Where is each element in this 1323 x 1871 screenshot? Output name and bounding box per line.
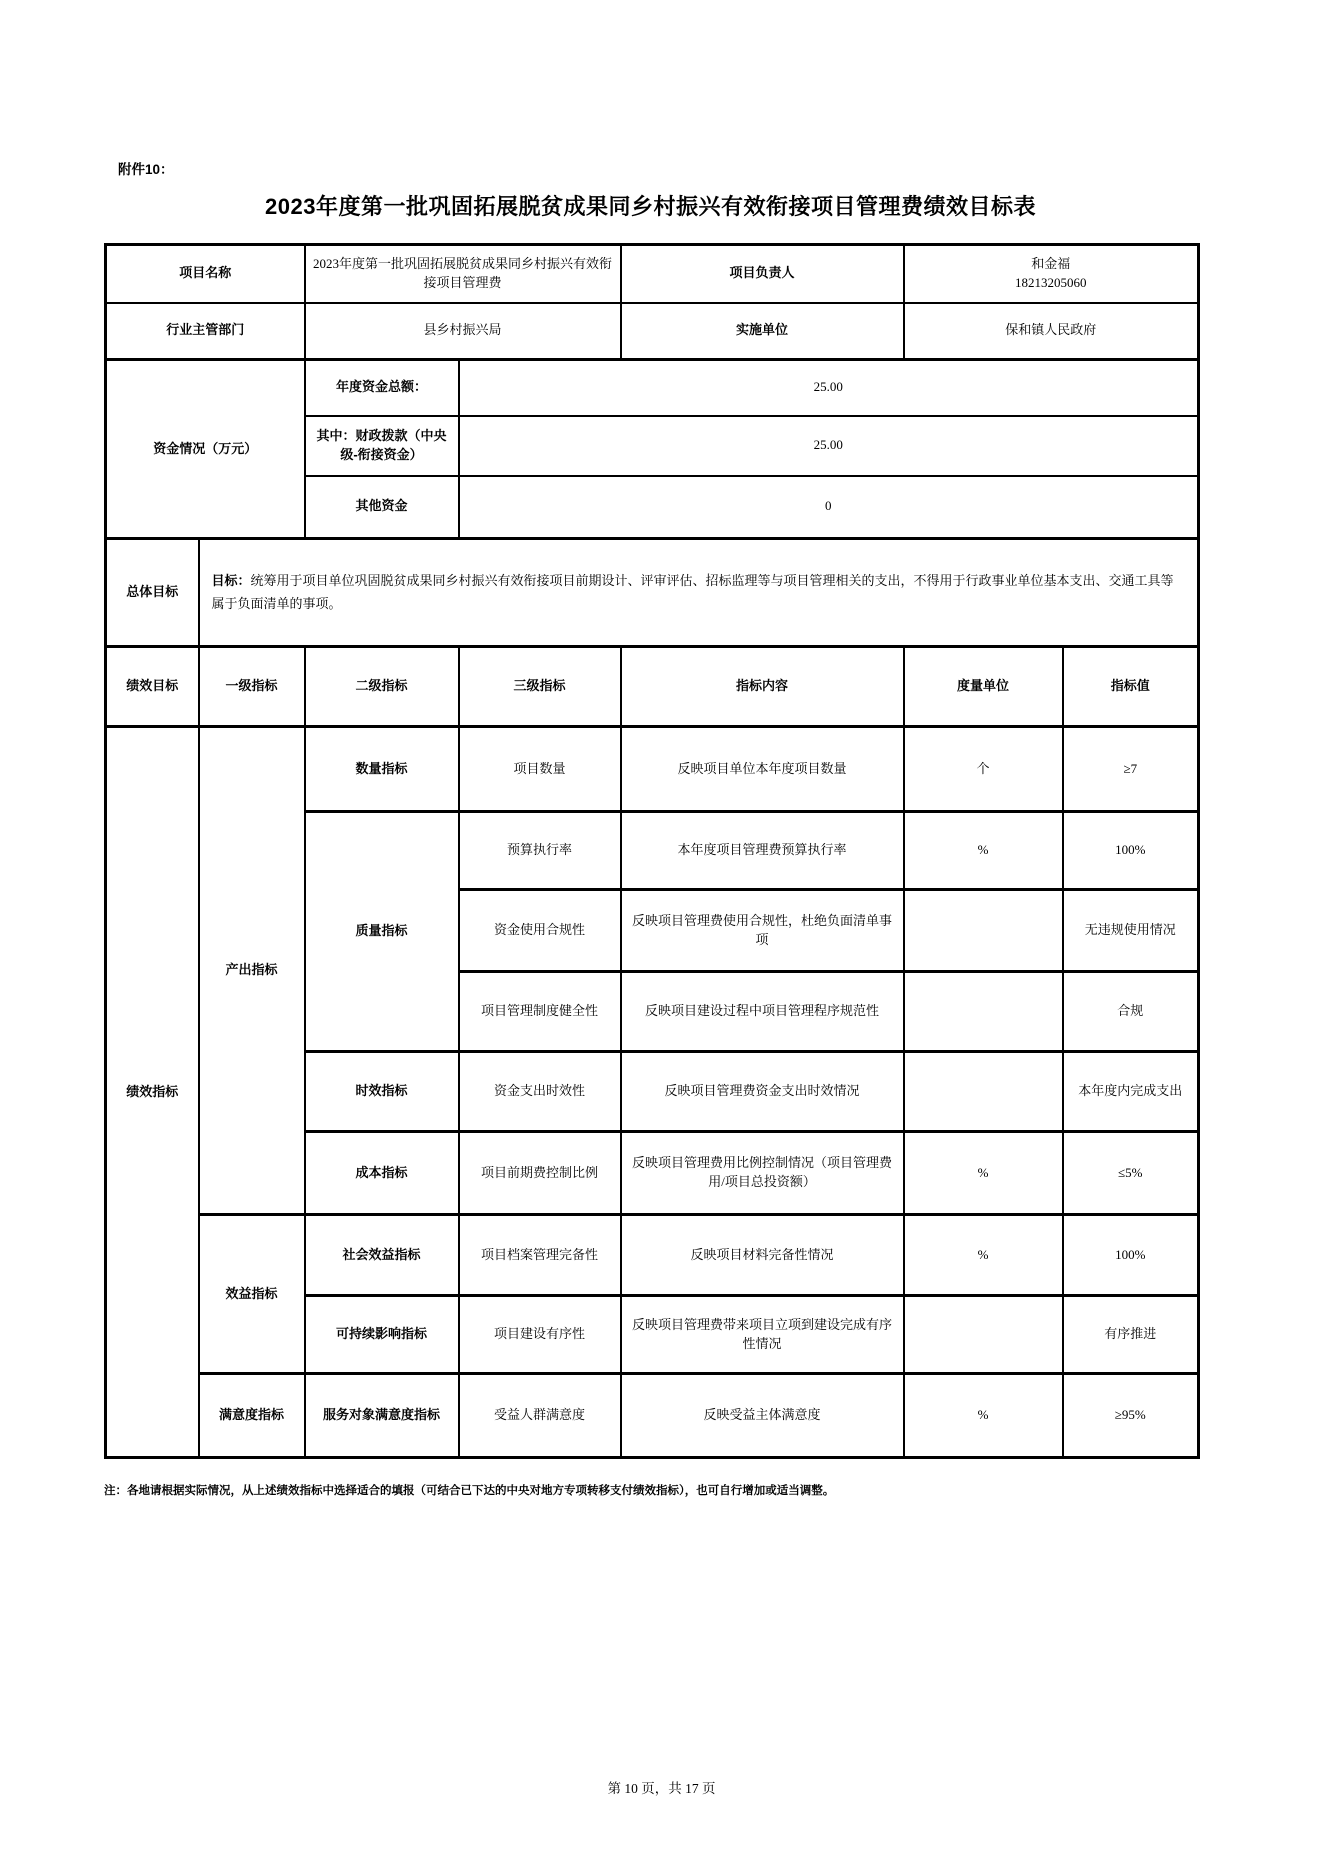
leader-label: 项目负责人	[621, 245, 904, 303]
impl-value: 保和镇人民政府	[904, 303, 1199, 360]
impl-label: 实施单位	[621, 303, 904, 360]
unit-cell: %	[904, 1132, 1063, 1215]
value-cell: ≥95%	[1063, 1374, 1199, 1458]
level2-sustainable: 可持续影响指标	[305, 1296, 459, 1374]
level3-cell: 项目数量	[459, 727, 621, 812]
level1-satisfaction: 满意度指标	[199, 1374, 305, 1458]
perf-row-social-benefit	[106, 1215, 1199, 1296]
row-project-name	[106, 245, 1199, 303]
row-overall-goal	[106, 539, 1199, 647]
content-cell: 本年度项目管理费预算执行率	[621, 812, 904, 890]
level2-quality: 质量指标	[305, 812, 459, 1052]
value-cell: 100%	[1063, 812, 1199, 890]
level3-cell: 项目前期费控制比例	[459, 1132, 621, 1215]
level1-benefit: 效益指标	[199, 1215, 305, 1374]
leader-name: 和金福	[1031, 255, 1071, 271]
performance-target-table	[104, 243, 1200, 1459]
perf-header-content: 指标内容	[621, 647, 904, 727]
project-name-value: 2023年度第一批巩固拓展脱贫成果同乡村振兴有效衔接项目管理费	[305, 245, 621, 303]
perf-header-level3: 三级指标	[459, 647, 621, 727]
perf-header-goal: 绩效目标	[106, 647, 199, 727]
dept-label: 行业主管部门	[106, 303, 305, 360]
level3-cell: 资金支出时效性	[459, 1052, 621, 1132]
level2-social: 社会效益指标	[305, 1215, 459, 1296]
leader-phone: 18213205060	[1015, 274, 1087, 290]
funding-central-value: 25.00	[459, 416, 1199, 476]
unit-cell	[904, 1296, 1063, 1374]
content-cell: 反映项目管理费用比例控制情况（项目管理费用/项目总投资额）	[621, 1132, 904, 1215]
unit-cell: %	[904, 1374, 1063, 1458]
attachment-label: 附件10：	[118, 162, 174, 177]
unit-cell: 个	[904, 727, 1063, 812]
level2-cost: 成本指标	[305, 1132, 459, 1215]
value-cell: ≤5%	[1063, 1132, 1199, 1215]
overall-goal-text: 统筹用于项目单位巩固脱贫成果同乡村振兴有效衔接项目前期设计、评审评估、招标监理等与项目管理相关的支出，不得用于行政事业单位基本支出、交通工具等属于负面清单的事项。	[211, 573, 1174, 611]
value-cell: 本年度内完成支出	[1063, 1052, 1199, 1132]
row-department	[106, 303, 1199, 360]
row-perf-header	[106, 647, 1199, 727]
overall-goal-label: 总体目标	[106, 539, 199, 647]
page-title: 2023年度第一批巩固拓展脱贫成果同乡村振兴有效衔接项目管理费绩效目标表	[265, 194, 1036, 219]
content-cell: 反映项目管理费资金支出时效情况	[621, 1052, 904, 1132]
content-cell: 反映项目建设过程中项目管理程序规范性	[621, 972, 904, 1052]
page-number: 第 10 页，共 17 页	[607, 1781, 716, 1796]
level2-quantity: 数量指标	[305, 727, 459, 812]
level3-cell: 项目管理制度健全性	[459, 972, 621, 1052]
overall-goal-text-cell	[199, 539, 1199, 647]
content-cell: 反映项目管理费带来项目立项到建设完成有序性情况	[621, 1296, 904, 1374]
level3-cell: 资金使用合规性	[459, 890, 621, 972]
perf-header-unit: 度量单位	[904, 647, 1063, 727]
footnote: 注：各地请根据实际情况，从上述绩效指标中选择适合的填报（可结合已下达的中央对地方专项转移支付绩效指标），也可自行增加或适当调整。	[104, 1485, 835, 1497]
value-cell: 无违规使用情况	[1063, 890, 1199, 972]
level3-cell: 项目建设有序性	[459, 1296, 621, 1374]
value-cell: 合规	[1063, 972, 1199, 1052]
unit-cell: %	[904, 1215, 1063, 1296]
funding-label: 资金情况（万元）	[106, 360, 305, 539]
overall-goal-prefix: 目标：	[211, 573, 251, 589]
perf-header-level1: 一级指标	[199, 647, 305, 727]
dept-value: 县乡村振兴局	[305, 303, 621, 360]
content-cell: 反映项目管理费使用合规性，杜绝负面清单事项	[621, 890, 904, 972]
value-cell: ≥7	[1063, 727, 1199, 812]
value-cell: 100%	[1063, 1215, 1199, 1296]
row-funding-total	[106, 360, 1199, 416]
level2-timeliness: 时效指标	[305, 1052, 459, 1132]
unit-cell	[904, 972, 1063, 1052]
funding-other-label: 其他资金	[305, 476, 459, 539]
funding-total-label: 年度资金总额：	[305, 360, 459, 416]
perf-header-level2: 二级指标	[305, 647, 459, 727]
funding-other-value: 0	[459, 476, 1199, 539]
value-cell: 有序推进	[1063, 1296, 1199, 1374]
level3-cell: 预算执行率	[459, 812, 621, 890]
perf-row-satisfaction	[106, 1374, 1199, 1458]
content-cell: 反映受益主体满意度	[621, 1374, 904, 1458]
perf-group-label: 绩效指标	[106, 727, 199, 1458]
level1-output: 产出指标	[199, 727, 305, 1215]
perf-row-quantity	[106, 727, 1199, 812]
content-cell: 反映项目单位本年度项目数量	[621, 727, 904, 812]
level2-satisfaction: 服务对象满意度指标	[305, 1374, 459, 1458]
content-cell: 反映项目材料完备性情况	[621, 1215, 904, 1296]
unit-cell: %	[904, 812, 1063, 890]
perf-header-value: 指标值	[1063, 647, 1199, 727]
level3-cell: 受益人群满意度	[459, 1374, 621, 1458]
funding-central-label: 其中：财政拨款（中央级-衔接资金）	[305, 416, 459, 476]
unit-cell	[904, 1052, 1063, 1132]
unit-cell	[904, 890, 1063, 972]
project-name-label: 项目名称	[106, 245, 305, 303]
leader-value	[904, 245, 1199, 303]
level3-cell: 项目档案管理完备性	[459, 1215, 621, 1296]
funding-total-value: 25.00	[459, 360, 1199, 416]
